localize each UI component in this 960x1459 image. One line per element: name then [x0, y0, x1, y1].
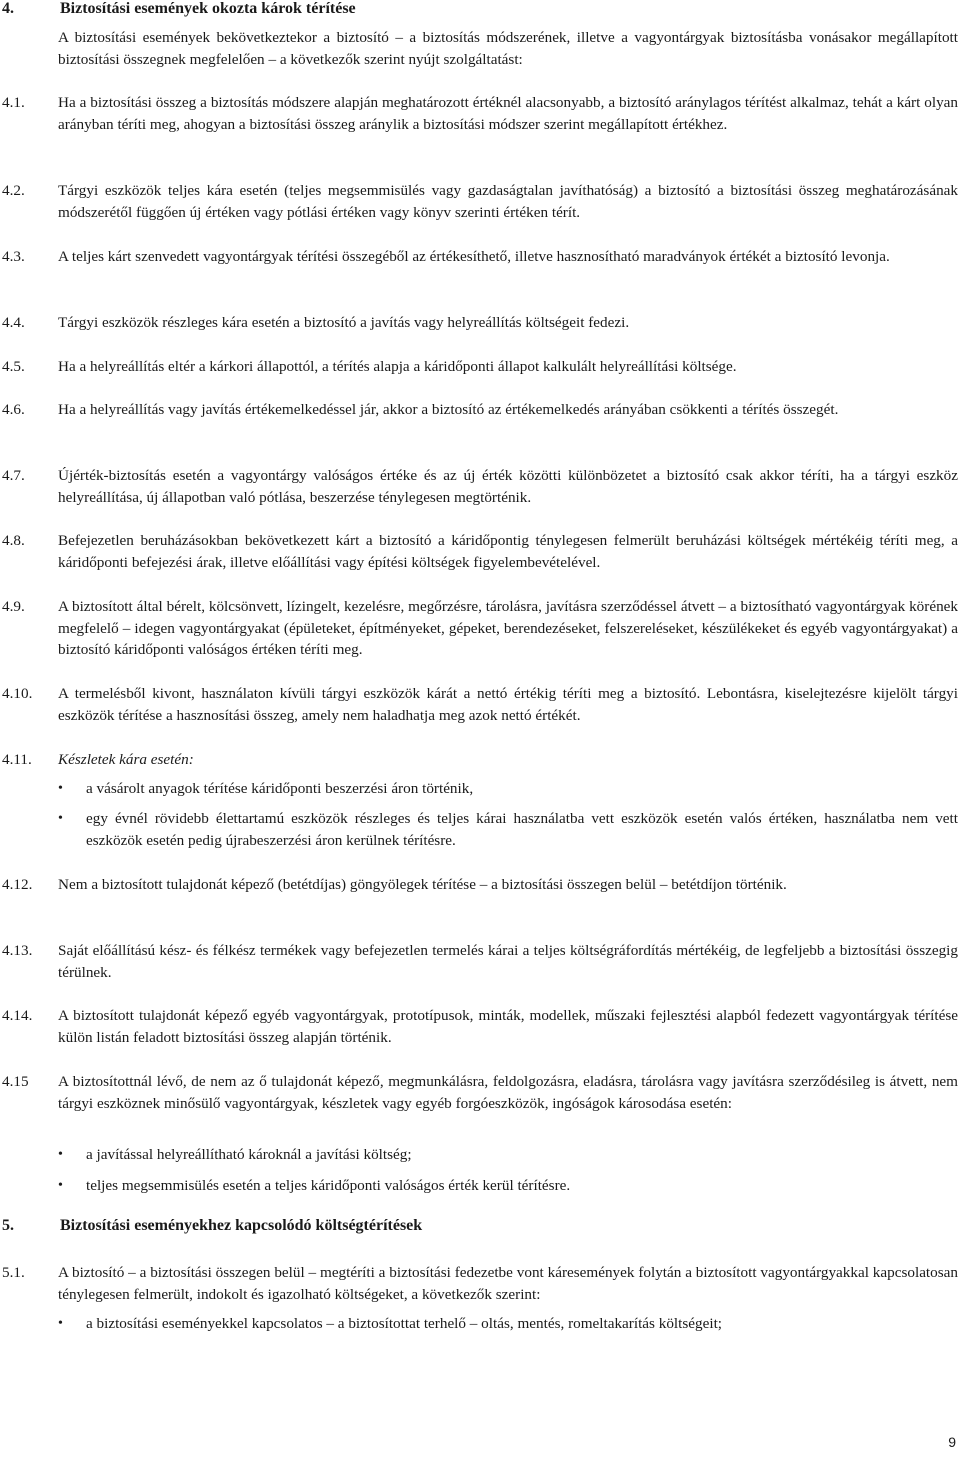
clause-text: Ha a helyreállítás vagy javítás értékemelkedéssel jár, akkor a biztosító az értékemelkedés arányában csökkenti a térítés összegét.	[58, 401, 839, 418]
clause-number: 4.5.	[2, 358, 25, 375]
clause-number: 4.9.	[2, 598, 25, 615]
clause-text: Ha a biztosítási összeg a biztosítás módszere alapján meghatározott értéknél alacsonyabb, a biztosító aránylagos térítést alkalmaz, tehát a kárt olyan arányban téríti meg, ahogyan a biztosítási összeg aránylik a biztosítási módszer szerint megállapított értékhez.	[58, 94, 958, 133]
clause-number: 4.15	[2, 1073, 29, 1090]
bullet-glyph: •	[58, 1178, 63, 1193]
clause-text: A biztosító – a biztosítási összegen belül – megtéríti a biztosítási fedezetbe vont káresemények folytán a biztosított vagyontárgyakkal kapcsolatosan ténylegesen felmerült, indokolt és igazolható költségeket, a következők szerint:	[58, 1264, 958, 1303]
clause-text: A biztosítottnál lévő, de nem az ő tulajdonát képező, megmunkálásra, feldolgozásra, eladásra, tárolásra vagy javításra szerződésileg is átvett, nem tárgyi eszköznek minősülő vagyontárgyak, készletek vagy egyéb forgóeszközök, ingóságok károsodása esetén:	[58, 1073, 958, 1112]
clause-text: Újérték-biztosítás esetén a vagyontárgy valóságos értéke és az új érték közötti különbözetet a biztosító csak akkor téríti, ha a tárgyi eszköz helyreállítása, új állapotban való pótlása, beszerzése ténylegesen megtörténik.	[58, 467, 958, 506]
section-title: Biztosítási eseményekhez kapcsolódó költségtérítések	[60, 1217, 423, 1234]
bullet-text: a javítással helyreállítható károknál a javítási költség;	[86, 1146, 412, 1163]
bullet-text: a biztosítási eseményekkel kapcsolatos – a biztosítottat terhelő – oltás, mentés, romeltakarítás költségeit;	[86, 1315, 723, 1332]
clause-text: A biztosított tulajdonát képező egyéb vagyontárgyak, prototípusok, minták, modellek, műszaki fejlesztési alapból fedezett vagyontárgyak térítése külön listán feladott biztosítási összeg alapján történik.	[58, 1007, 958, 1046]
clause-number: 4.1.	[2, 94, 25, 111]
clause-number: 4.11.	[2, 751, 32, 768]
clause-text: Nem a biztosított tulajdonát képező (betétdíjas) göngyölegek térítése – a biztosítási összegen belül – betétdíjon történik.	[58, 876, 787, 893]
page-number: 9	[948, 1434, 956, 1450]
clause-text: A termelésből kivont, használaton kívüli tárgyi eszközök kárát a nettó értékig téríti meg a biztosító. Lebontásra, kiselejtezésre kijelölt tárgyi eszközök térítése a hasznosítási összeg, amely nem haladhatja meg azok nettó értékét.	[58, 685, 958, 724]
clause-number: 4.3.	[2, 248, 25, 265]
clause-text: Saját előállítású kész- és félkész termékek vagy befejezetlen termelés kárai a teljes költségráfordítás mértékéig, de legfeljebb a biztosítási összegig térülnek.	[58, 942, 958, 981]
clause-number: 5.1.	[2, 1264, 25, 1281]
clause-text: A teljes kárt szenvedett vagyontárgyak térítési összegéből az értékesíthető, illetve hasznosítható maradványok értékét a biztosító levonja.	[58, 248, 890, 265]
clause-number: 4.14.	[2, 1007, 33, 1024]
clause-number: 4.13.	[2, 942, 33, 959]
clause-number: 4.6.	[2, 401, 25, 418]
bullet-glyph: •	[58, 781, 63, 796]
clause-number: 4.4.	[2, 314, 25, 331]
clause-text: Befejezetlen beruházásokban bekövetkezett kárt a biztosító a káridőpontig ténylegesen felmerült beruházási költségek mértékéig téríti meg, a káridőponti befejezési árak, illetve előállítási vagy építési költségek figyelembevételével.	[58, 532, 958, 571]
clause-text: Tárgyi eszközök teljes kára esetén (teljes megsemmisülés vagy gazdaságtalan javíthatóság) a biztosító a biztosítási összeg meghatározásának módszerétől függően új értéken vagy pótlási értéken vagy könyv szerinti értéken térít.	[58, 182, 958, 221]
bullet-glyph: •	[58, 1147, 63, 1162]
section-title: Biztosítási események okozta károk térítése	[60, 0, 356, 17]
section-number: 5.	[2, 1217, 14, 1234]
clause-number: 4.12.	[2, 876, 33, 893]
clause-text: Ha a helyreállítás eltér a kárkori állapottól, a térítés alapja a káridőponti állapot kalkulált helyreállítási költsége.	[58, 358, 737, 375]
clause-number: 4.8.	[2, 532, 25, 549]
bullet-text: teljes megsemmisülés esetén a teljes káridőponti valóságos érték kerül térítésre.	[86, 1177, 571, 1194]
clause-text: Tárgyi eszközök részleges kára esetén a biztosító a javítás vagy helyreállítás költségeit fedezi.	[58, 314, 630, 331]
clause-number: 4.2.	[2, 182, 25, 199]
bullet-glyph: •	[58, 1316, 63, 1331]
clause-number: 4.7.	[2, 467, 25, 484]
clause-text: A biztosított által bérelt, kölcsönvett, lízingelt, kezelésre, megőrzésre, tárolásra, javításra szerződéssel átvett – a biztosítható vagyontárgyak körének megfelelő – idegen vagyontárgyakat (épületeket, építményeket, gépeket, berendezéseket, felszereléseket, készülékeket és egyéb vagyontárgyakat) a biztosító káridőponti valóságos értéken téríti meg.	[58, 598, 958, 659]
clause-text: Készletek kára esetén:	[58, 751, 194, 768]
section-number: 4.	[2, 0, 14, 17]
bullet-glyph: •	[58, 811, 63, 826]
bullet-text: egy évnél rövidebb élettartamú eszközök részleges és teljes kárai használatba vett eszközök esetén valós értéken, használatba nem vett eszközök esetén pedig újrabeszerzési áron kerülnek térítésre.	[86, 810, 958, 849]
clause-number: 4.10.	[2, 685, 33, 702]
bullet-text: a vásárolt anyagok térítése káridőponti beszerzési áron történik,	[86, 780, 474, 797]
section-4-intro: A biztosítási események bekövetkeztekor a biztosító – a biztosítás módszerének, illetve a vagyontárgyak biztosításba vonásakor megállapított biztosítási összegnek megfelelően – a következők szerint nyújt szolgáltatást:	[58, 29, 958, 68]
